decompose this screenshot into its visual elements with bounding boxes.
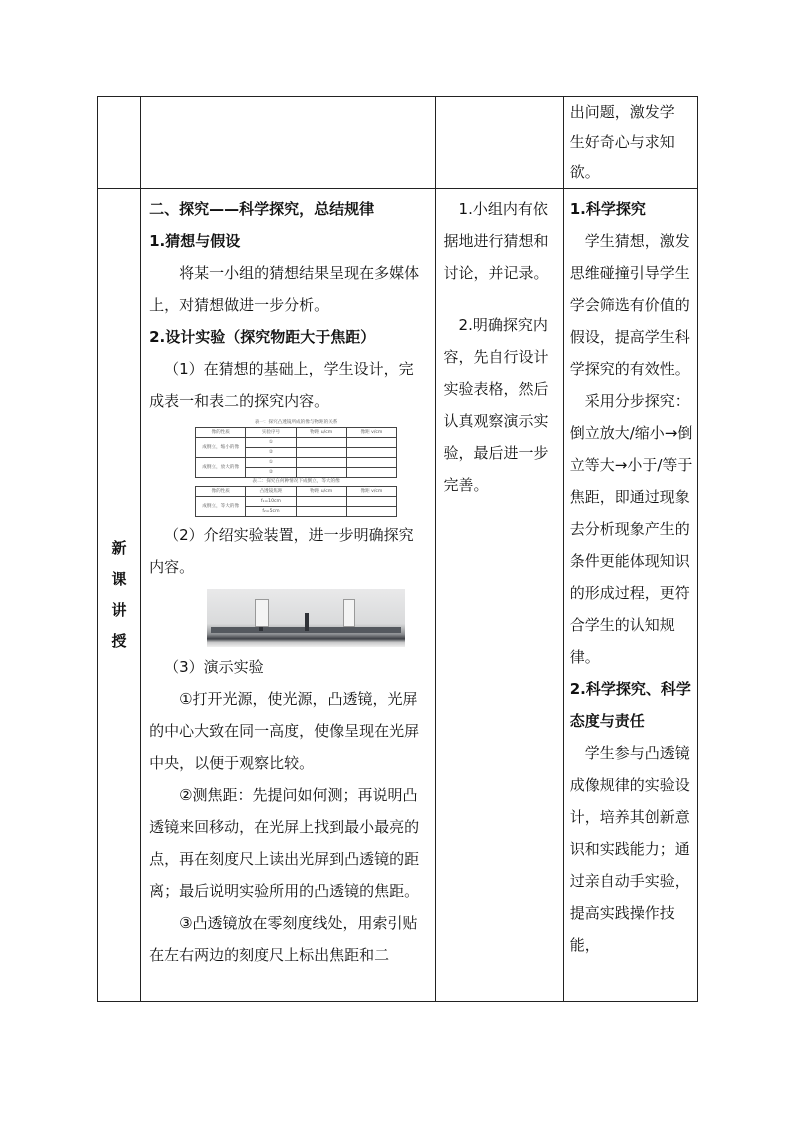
paragraph: ①打开光源，使光源，凸透镜，光屏的中心大致在同一高度，使像呈现在光屏中央，以便于观察比较。 (149, 690, 420, 772)
design-intent-continued (563, 97, 697, 189)
design-intent-cell (563, 189, 697, 1002)
subheading: 1.猜想与假设 (149, 232, 241, 250)
paragraph: 学生猜想，激发思维碰撞引导学生学会筛选有价值的假设，提高学生科学探究的有效性。 (569, 232, 690, 378)
table-row-continued (98, 97, 698, 189)
table2-caption: 表二：探究在何种情况下成倒立，等大的像 (252, 479, 340, 484)
experiment-tables-image (195, 419, 397, 517)
paragraph: 1.小组内有依据地进行猜想和讨论，并记录。 (443, 200, 549, 282)
lesson-plan-table (97, 96, 698, 1002)
section-heading: 二、探究——科学探究，总结规律 (149, 200, 375, 218)
paragraph: （3）演示实验 (164, 658, 264, 676)
experiment-apparatus-photo (207, 589, 405, 647)
section-label: 新 课 讲 授 (111, 539, 127, 650)
paragraph: 学生参与凸透镜成像规律的实验设计，培养其创新意识和实践能力；通过亲自动手实验，提高实践操作技能， (569, 744, 690, 954)
cell-empty (141, 97, 435, 189)
text-line: 出问题，激发学 (569, 103, 675, 121)
light-source (255, 599, 269, 627)
cell-empty (98, 97, 141, 189)
text-line: 生好奇心与求知 (569, 133, 675, 151)
table1: 像的性质 实验序号 物距 u/cm 像距 v/cm 成倒立，缩小的像 ① ② 成倒立，放大的像 ① ② (195, 427, 397, 478)
table-row-new-lesson (98, 189, 698, 1002)
table2: 像的性质 凸透镜焦距 物距 u/cm 像距 v/cm 成倒立，等大的像 f₁=10cm f₂=5cm (195, 486, 397, 517)
paragraph: 将某一小组的猜想结果呈现在多媒体上，对猜想做进一步分析。 (149, 264, 420, 314)
subheading: 2.科学探究、科学态度与责任 (569, 680, 691, 730)
paragraph: （1）在猜想的基础上，学生设计，完成表一和表二的探究内容。 (149, 360, 414, 410)
text-line: 欲。 (569, 163, 600, 181)
lens-post (305, 613, 309, 631)
table1-caption: 表一：探究凸透镜所成的像与物距的关系 (254, 420, 338, 425)
subheading: 1.科学探究 (569, 200, 646, 218)
teacher-activity-cell (141, 189, 435, 1002)
paragraph: （2）介绍实验装置，进一步明确探究内容。 (149, 526, 414, 576)
student-activity-cell (435, 189, 563, 1002)
light-screen (343, 599, 355, 627)
paragraph: ②测焦距：先提问如何测；再说明凸透镜来回移动，在光屏上找到最小最亮的点，再在刻度尺上读出光屏到凸透镜的距离；最后说明实验所用的凸透镜的焦距。 (149, 786, 420, 900)
subheading: 2.设计实验（探究物距大于焦距） (149, 328, 376, 346)
paragraph: 2.明确探究内容，先自行设计实验表格，然后认真观察演示实验，最后进一步完善。 (443, 316, 549, 494)
section-label-cell (98, 189, 141, 1002)
paragraph: ③凸透镜放在零刻度线处，用索引贴在左右两边的刻度尺上标出焦距和二 (149, 914, 418, 964)
paragraph: 采用分步探究：倒立放大/缩小→倒立等大→小于/等于焦距，即通过现象去分析现象产生的条件更能体现知识的形成过程，更符合学生的认知规律。 (569, 392, 693, 666)
cell-empty (435, 97, 563, 189)
